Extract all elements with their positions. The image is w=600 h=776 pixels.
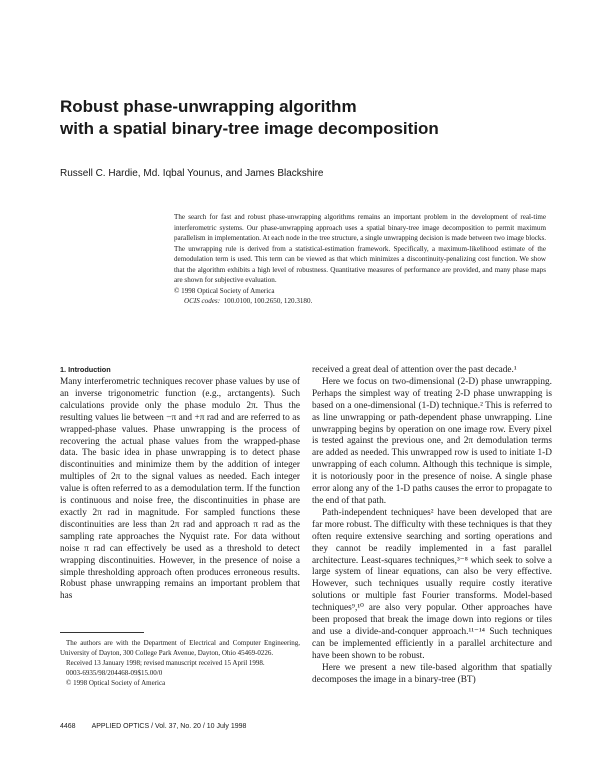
ocis-codes	[174, 296, 546, 307]
ocis-values: 100.0100, 100.2650, 120.3180.	[223, 297, 313, 305]
body-paragraph: Many interferometric techniques recover phase values by use of an inverse trigonometric function (e.g., arctangents). Such calculations provide only the phase modulo 2π. Thus the resulting values lie between −π and +π rad and are referred to as wrapped-phase values. Phase unwrapping is the process of recovering the actual phase values from the wrapped-phase data. The basic idea in phase unwrapping is to detect phase discontinuities and minimize them by the addition of integer multiples of 2π to the signal values as needed. Each integer value is often referred to as a demodulation term. If the function is continuous and noise free, the discontinuities in phase are exactly 2π rad in magnitude. For sampled functions these discontinuities are less than 2π rad and approach π rad as the sampling rate approaches the Nyquist rate. For data without noise π rad can effectively be used as a threshold to detect wrapping discontinuities. However, in the presence of noise a simple thresholding approach often produces erroneous results. Robust phase unwrapping remains an important problem that has	[60, 377, 300, 602]
ocis-label: OCIS codes:	[184, 297, 221, 305]
article-code: 0003-6935/98/204468-09$15.00/0	[66, 669, 163, 677]
body-paragraph: received a great deal of attention over the past decade.¹	[312, 365, 517, 375]
footnote	[60, 638, 300, 688]
body-column-right	[312, 365, 552, 686]
page-number: 4468	[60, 723, 76, 730]
page-footer	[60, 723, 300, 730]
received-dates: Received 13 January 1998; revised manuscript received 15 April 1998.	[66, 659, 265, 667]
abstract-copyright: © 1998 Optical Society of America	[174, 286, 275, 295]
title-line-1: Robust phase-unwrapping algorithm	[60, 97, 357, 116]
body-paragraph: Here we focus on two-dimensional (2-D) phase unwrapping. Perhaps the simplest way of treating 2-D phase unwrapping is based on a one-dimensional (1-D) technique.² This is referred to as line unwrapping or path-dependent phase unwrapping. Line unwrapping begins by operation on one image row. Every pixel is tested against the previous one, and 2π demodulation terms are added as needed. This unwrapped row is used to initiate 1-D unwrapping of each column. Although this technique is simple, it is notoriously poor in the presence of noise. A single phase error along any of the 1-D paths causes the error to propagate to the end of that path.	[312, 376, 552, 506]
title-line-2: with a spatial binary-tree image decomposition	[60, 119, 439, 138]
body-paragraph: Path-independent techniques² have been developed that are far more robust. The difficulty with these techniques is that they often require extensive searching and sorting operations and they cannot be readily implemented in a fast parallel architecture. Least-squares techniques,³⁻⁸ which seek to solve a large system of linear equations, can also be very effective. However, such techniques usually require costly iterative solutions or multiple fast Fourier transforms. Model-based techniques⁹,¹⁰ are also very popular. Other approaches have been proposed that break the image down into regions or tiles and use a divide-and-conquer approach.¹¹⁻¹⁴ Such techniques can be implemented efficiently in a parallel architecture and have been shown to be robust.	[312, 507, 552, 661]
footnote-copyright: © 1998 Optical Society of America	[66, 679, 166, 687]
body-paragraph: Here we present a new tile-based algorithm that spatially decomposes the image in a binary-tree (BT)	[312, 662, 552, 685]
author-affiliation: The authors are with the Department of Electrical and Computer Engineering, University of Dayton, 300 College Park Avenue, Dayton, Ohio 45469-0226.	[60, 639, 300, 657]
author-list: Russell C. Hardie, Md. Iqbal Younus, and James Blackshire	[60, 168, 324, 179]
journal-citation: APPLIED OPTICS / Vol. 37, No. 20 / 10 July 1998	[91, 723, 247, 730]
body-column-left	[60, 377, 300, 603]
abstract-text: The search for fast and robust phase-unwrapping algorithms remains an important problem in the development of real-time interferometric systems. Our phase-unwrapping approach uses a spatial binary-tree image decomposition to permit maximum parallelism in implementation. At each node in the tree structure, a single unwrapping decision is made between two image blocks. The unwrapping rule is derived from a statistical-estimation framework. Specifically, a maximum-likelihood estimate of the demodulation term is used. This term can be viewed as that which minimizes a discontinuity-penalizing cost function. We show that the algorithm exhibits a high level of robustness. Quantitative measures of performance are provided, and many phase maps are shown for subjective evaluation.	[174, 213, 546, 284]
paper-title	[60, 96, 540, 140]
footnote-divider	[60, 632, 144, 633]
section-heading: 1. Introduction	[60, 365, 111, 374]
abstract	[174, 212, 546, 307]
